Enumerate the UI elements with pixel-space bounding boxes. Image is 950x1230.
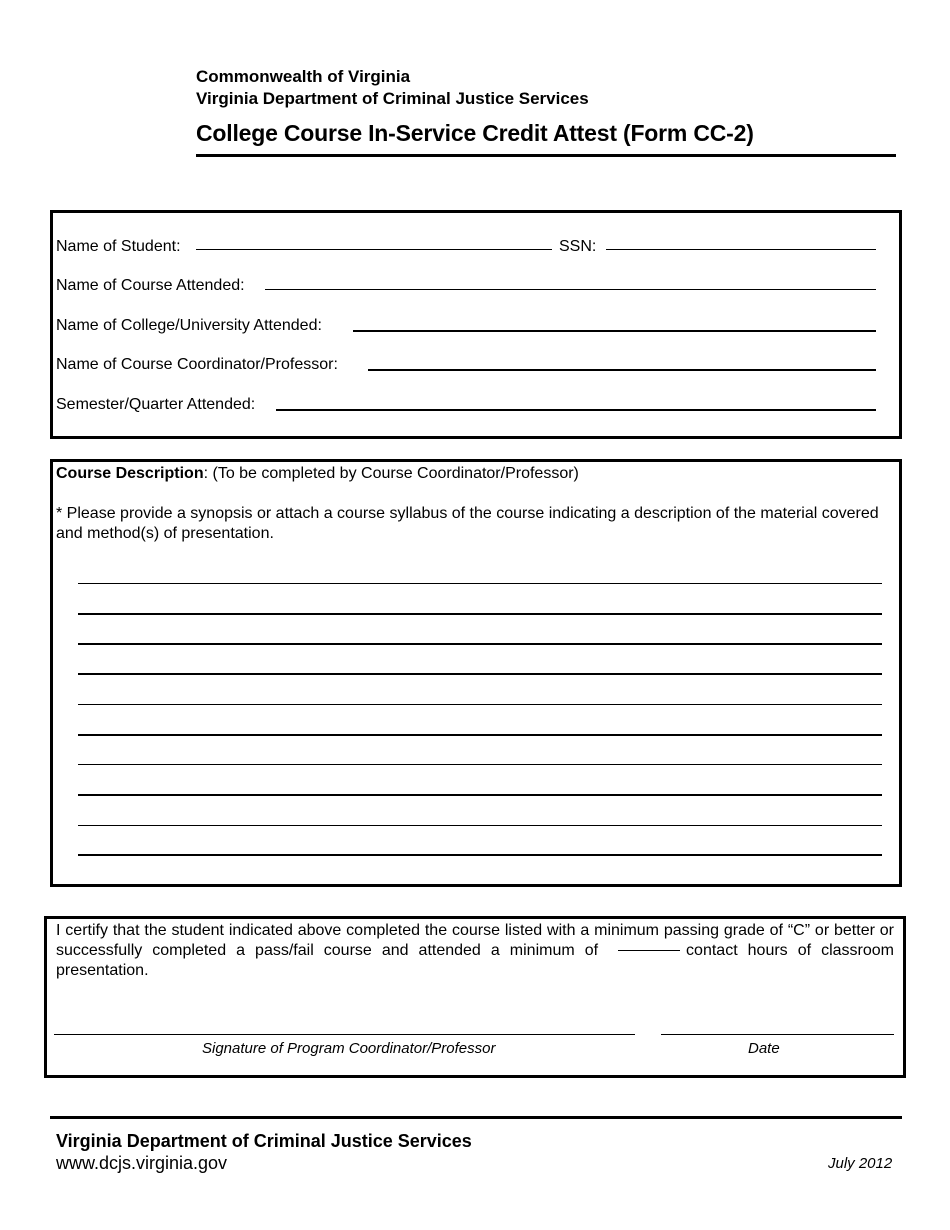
title-divider [196,154,896,157]
ssn-label: SSN: [559,238,597,255]
certification-text-part1: I certify that the student indicated above completed the course listed with a minimum passing grade of “C” or better or successfully completed a pass/fail course and attended a minimum of [56,922,894,959]
signature-line[interactable] [54,1034,635,1035]
certification-text-part2: contact hours of classroom presentation. [56,942,894,979]
description-line[interactable] [78,673,882,675]
date-caption: Date [748,1040,780,1057]
description-line[interactable] [78,734,882,736]
description-line[interactable] [78,854,882,856]
department-name-line: Virginia Department of Criminal Justice Services [196,89,589,108]
description-line[interactable] [78,583,882,584]
course-name-label: Name of Course Attended: [56,277,245,294]
course-description-heading-note: : (To be completed by Course Coordinator/Professor) [203,465,579,482]
course-description-heading [56,464,579,484]
semester-label: Semester/Quarter Attended: [56,396,256,413]
description-line[interactable] [78,613,882,615]
course-description-heading-bold: Course Description [56,465,204,482]
footer-website: www.dcjs.virginia.gov [56,1153,228,1173]
description-line[interactable] [78,643,882,645]
student-name-label: Name of Student: [56,238,181,255]
coordinator-name-label: Name of Course Coordinator/Professor: [56,356,338,373]
footer-revision-date: July 2012 [828,1155,893,1172]
ssn-field[interactable] [606,249,876,250]
contact-hours-field[interactable] [618,950,680,951]
footer-org: Virginia Department of Criminal Justice Services [56,1131,472,1151]
course-description-instruction: * Please provide a synopsis or attach a course syllabus of the course indicating a description of the material covered and method(s) of presentation. [56,505,879,542]
description-line[interactable] [78,825,882,826]
description-line[interactable] [78,794,882,796]
coordinator-name-field[interactable] [368,369,876,371]
student-name-field[interactable] [196,249,552,250]
semester-field[interactable] [276,409,876,411]
org-name-line: Commonwealth of Virginia [196,67,411,86]
description-line[interactable] [78,764,882,765]
certification-statement [56,921,894,981]
footer-divider [50,1116,902,1119]
date-line[interactable] [661,1034,894,1035]
course-name-field[interactable] [265,289,876,290]
college-name-field[interactable] [353,330,876,332]
form-title: College Course In-Service Credit Attest (Form CC-2) [196,120,754,146]
description-line[interactable] [78,704,882,705]
signature-caption: Signature of Program Coordinator/Professor [202,1040,496,1057]
college-name-label: Name of College/University Attended: [56,317,322,334]
